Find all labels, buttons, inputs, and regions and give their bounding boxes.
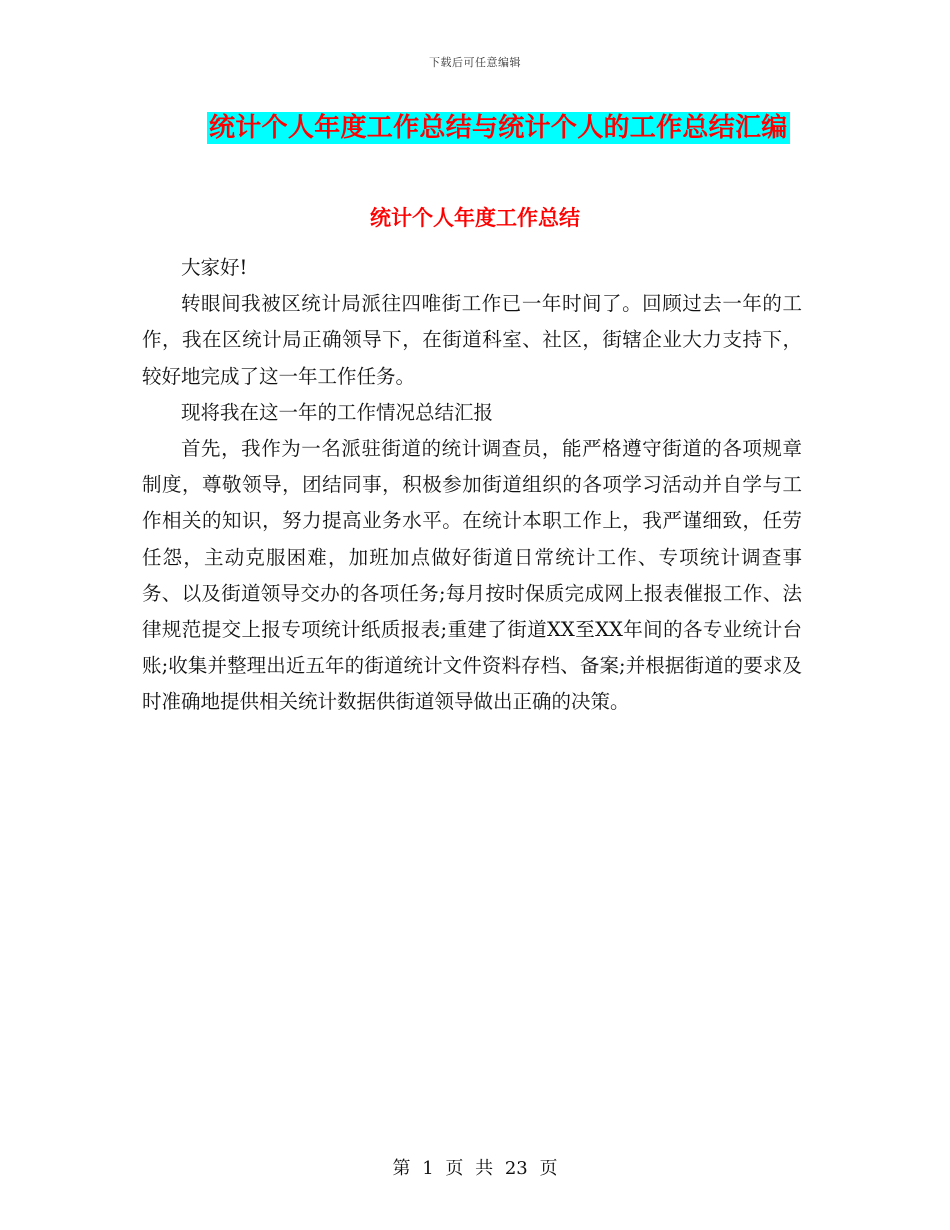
paragraph-report-lead: 现将我在这一年的工作情况总结汇报 bbox=[181, 400, 494, 424]
section-title: 统计个人年度工作总结 bbox=[370, 206, 580, 230]
document-body bbox=[142, 250, 802, 721]
paragraph-first-point: 首先，我作为一名派驻街道的统计调查员，能严格遵守街道的各项规章制度，尊敬领导，团结同事，积极参加街道组织的各项学习活动并自学与工作相关的知识，努力提高业务水平。在统计本职工作上，我严谨细致，任劳任怨，主动克服困难，加班加点做好街道日常统计工作、专项统计调查事务、以及街道领导交办的各项任务;每月按时保质完成网上报表催报工作、法律规范提交上报专项统计纸质报表;重建了街道XX至XX年间的各专业统计台账;收集并整理出近五年的街道统计文件资料存档、备案;并根据街道的要求及时准确地提供相关统计数据供街道领导做出正确的决策。 bbox=[142, 437, 802, 714]
header-note: 下载后可任意编辑 bbox=[429, 56, 521, 69]
page-number-footer: 第 1 页 共 23 页 bbox=[392, 1158, 558, 1179]
document-title: 统计个人年度工作总结与统计个人的工作总结汇编 bbox=[209, 113, 788, 143]
paragraph-intro: 转眼间我被区统计局派往四唯街工作已一年时间了。回顾过去一年的工作，我在区统计局正确领导下，在街道科室、社区，街辖企业大力支持下，较好地完成了这一年工作任务。 bbox=[142, 292, 802, 388]
document-title-container bbox=[207, 112, 790, 144]
paragraph-greeting: 大家好! bbox=[181, 256, 248, 279]
